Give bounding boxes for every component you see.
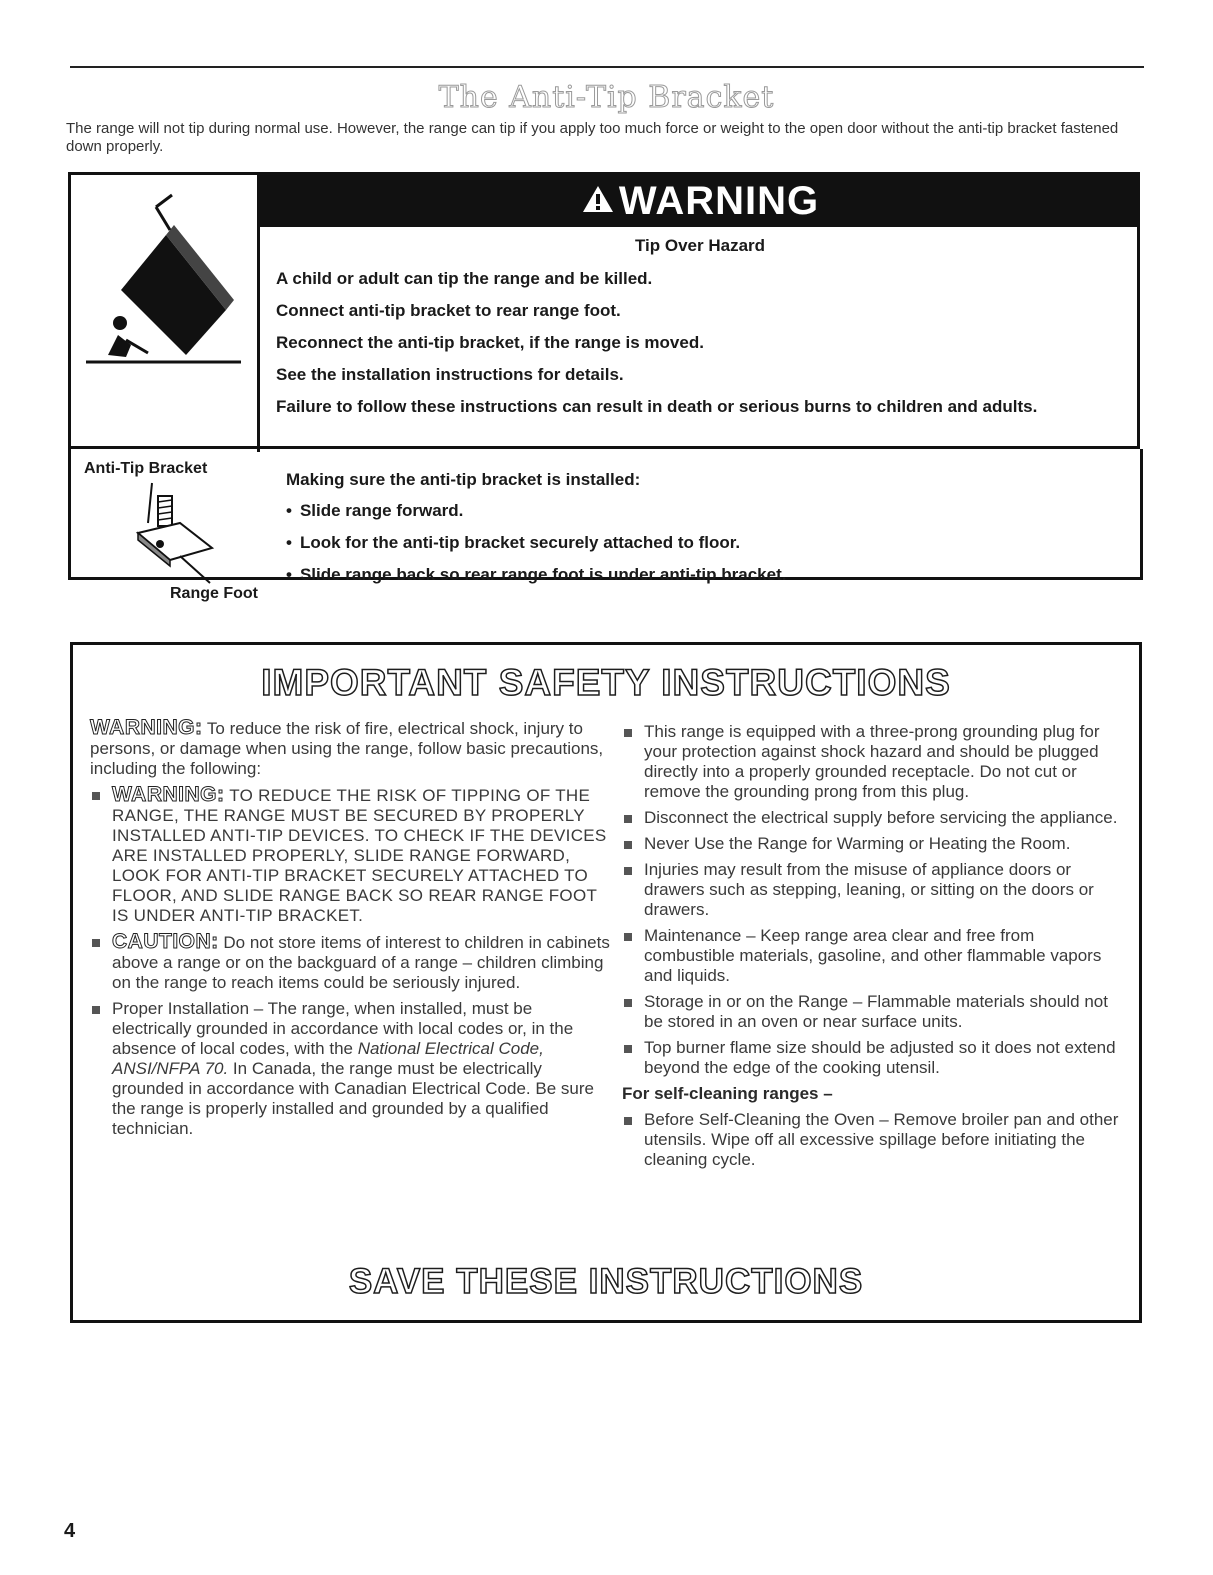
safety-item: Storage in or on the Range – Flammable materials should not be stored in an oven or near surface units. [622,992,1122,1032]
safety-item-text: Do not store items of interest to children in cabinets above a range or on the backguard of a range – children climbing on the range to reach items could be seriously injured. [112,933,610,992]
caution-keyword: CAUTION: [112,930,219,953]
warning-line: See the installation instructions for details. [276,365,624,384]
warning-line: Connect anti-tip bracket to rear range foot. [276,301,621,320]
code-reference: National Electrical Code, ANSI/NFPA 70. [112,1039,544,1078]
warning-keyword: WARNING: [112,783,225,806]
range-foot-label: Range Foot [170,585,258,602]
safety-item [90,999,615,1139]
safety-item: Never Use the Range for Warming or Heating the Room. [622,834,1122,854]
warning-line: Failure to follow these instructions can result in death or serious burns to children and adults. [276,397,1038,416]
top-rule [70,66,1144,68]
safety-item-text: TO REDUCE THE RISK OF TIPPING OF THE RANGE, THE RANGE MUST BE SECURED BY PROPERLY INSTALLED ANTI-TIP DEVICES. TO CHECK IF THE DEVICES ARE INSTALLED PROPERLY, SLIDE RANGE FORWARD, LOOK FOR ANTI-TIP BRACKET SECURELY ATTACHED TO FLOOR, AND SLIDE RANGE BACK SO REAR RANGE FOOT IS UNDER ANTI-TIP BRACKET. [112,786,607,925]
anti-tip-bracket-illustration [130,478,230,588]
intro-paragraph: The range will not tip during normal use. However, the range can tip if you apply too much force or weight to the open door without the anti-tip bracket fastened down properly. [66,120,1119,155]
tip-over-illustration [86,185,241,365]
safety-item: Top burner flame size should be adjusted so it does not extend beyond the edge of the cooking utensil. [622,1038,1122,1078]
safety-right-column [622,722,1122,1176]
safety-item-text: In Canada, the range must be electrically grounded in accordance with Canadian Electrical Code. Be sure the range is properly installed and grounded by a qualified technician. [112,1059,594,1138]
warning-line: Reconnect the anti-tip bracket, if the range is moved. [276,333,704,352]
warning-triangle-icon [581,184,615,219]
warning-banner-label: WARNING [618,178,820,223]
safety-item: Injuries may result from the misuse of appliance doors or drawers such as stepping, leaning, or sitting on the doors or drawers. [622,860,1122,920]
section-title: The Anti-Tip Bracket [438,80,775,115]
warning-lines [276,268,1126,428]
install-step: • Look for the anti-tip bracket securely attached to floor. [286,532,786,553]
warning-line: A child or adult can tip the range and be killed. [276,269,653,288]
self-cleaning-subhead: For self-cleaning ranges – [622,1084,833,1103]
safety-left-column [90,718,615,1145]
safety-intro-text: To reduce the risk of fire, electrical shock, injury to persons, or damage when using the range, follow basic precautions, including the following: [90,719,604,778]
safety-item: Before Self-Cleaning the Oven – Remove broiler pan and other utensils. Wipe off all excessive spillage before initiating the cleaning cycle. [622,1110,1122,1170]
safety-item: Disconnect the electrical supply before servicing the appliance. [622,808,1122,828]
hazard-title: Tip Over Hazard [634,236,766,255]
safety-item [90,932,615,993]
safety-item: Maintenance – Keep range area clear and free from combustible materials, gasoline, and other flammable vapors and liquids. [622,926,1122,986]
safety-title: IMPORTANT SAFETY INSTRUCTIONS [261,662,951,703]
save-instructions-title: SAVE THESE INSTRUCTIONS [348,1262,864,1301]
safety-intro [90,718,615,779]
warning-keyword: WARNING: [90,716,203,739]
install-steps-list [286,500,786,596]
page-number: 4 [64,1520,76,1542]
install-step: • Slide range forward. [286,500,786,521]
install-step: • Slide range back so rear range foot is under anti-tip bracket. [286,564,786,585]
safety-item-text: Proper Installation – The range, when installed, must be electrically grounded in accordance with local codes or, in the absence of local codes, with the [112,999,574,1058]
safety-item: This range is equipped with a three-prong grounding plug for your protection against shock hazard and should be plugged directly into a properly grounded receptacle. Do not cut or remove the grounding prong from this plug. [622,722,1122,802]
warning-banner [260,175,1140,227]
install-check-title: Making sure the anti-tip bracket is installed: [286,470,641,489]
anti-tip-bracket-label: Anti-Tip Bracket [84,460,208,477]
safety-item [90,785,615,926]
